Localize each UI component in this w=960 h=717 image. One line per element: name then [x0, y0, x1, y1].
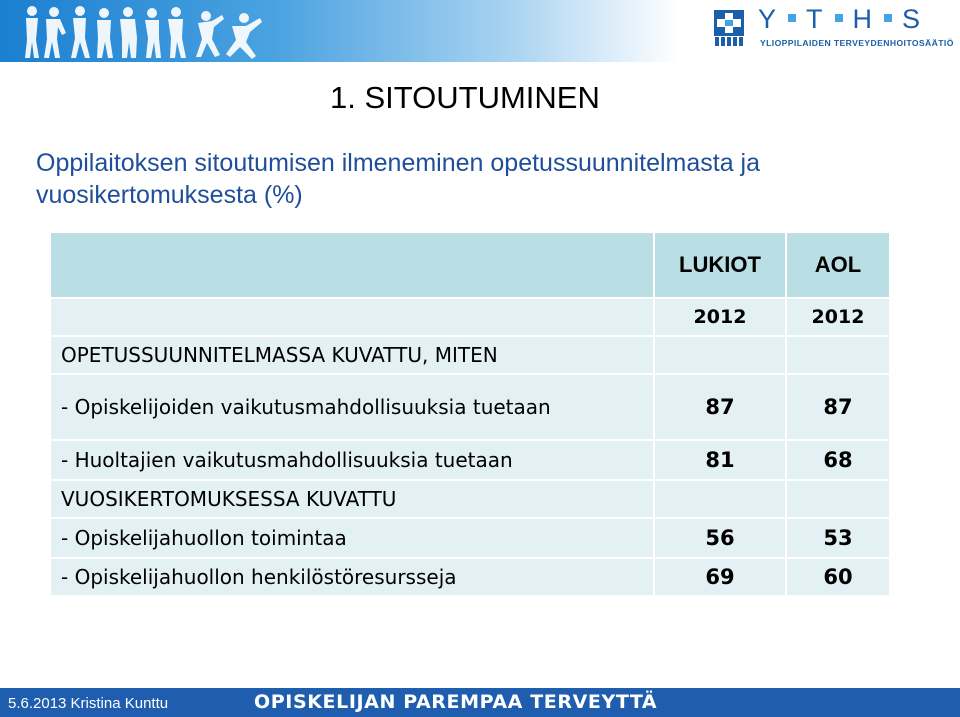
cell-lukiot: 69	[654, 558, 786, 596]
table-row	[50, 374, 890, 440]
cell-aol	[786, 336, 890, 374]
cell-lukiot: 56	[654, 518, 786, 558]
cell-aol: 87	[786, 374, 890, 440]
footer-bar	[0, 688, 960, 717]
cell-aol	[786, 480, 890, 518]
column-header-aol: AOL	[786, 232, 890, 298]
table-row	[50, 440, 890, 480]
logo-letter-s: S	[902, 4, 923, 34]
cell-aol: 60	[786, 558, 890, 596]
cell-lukiot	[654, 336, 786, 374]
table-row-section	[50, 336, 890, 374]
cell-aol: 53	[786, 518, 890, 558]
row-label: VUOSIKERTOMUKSESSA KUVATTU	[50, 480, 654, 518]
people-silhouettes-icon	[18, 4, 268, 60]
row-label	[50, 298, 654, 336]
slide-subtitle: Oppilaitoksen sitoutumisen ilmeneminen opetussuunnitelmasta ja vuosikertomuksesta (%)	[36, 149, 761, 209]
cell-aol: 2012	[786, 298, 890, 336]
row-label: - Opiskelijahuollon henkilöstöresursseja	[50, 558, 654, 596]
footer-slogan: OPISKELIJAN PAREMPAA TERVEYTTÄ	[254, 691, 658, 713]
logo-letter-t: T	[806, 4, 825, 34]
table-row-year	[50, 298, 890, 336]
row-label: - Opiskelijahuollon toimintaa	[50, 518, 654, 558]
cell-lukiot: 81	[654, 440, 786, 480]
logo-dot-icon	[788, 14, 796, 22]
footer-date-author: 5.6.2013 Kristina Kunttu	[8, 695, 169, 712]
cell-lukiot	[654, 480, 786, 518]
logo-dot-icon	[835, 14, 843, 22]
top-banner	[0, 0, 680, 62]
table-row	[50, 518, 890, 558]
logo-subtitle: YLIOPPILAIDEN TERVEYDENHOITOSÄÄTIÖ	[760, 38, 954, 48]
table-row	[50, 558, 890, 596]
row-label: - Huoltajien vaikutusmahdollisuuksia tuetaan	[50, 440, 654, 480]
cell-aol: 68	[786, 440, 890, 480]
table-row-section	[50, 480, 890, 518]
slide-title: 1. SITOUTUMINEN	[330, 80, 600, 115]
logo-letter-h: H	[852, 4, 875, 34]
logo-dot-icon	[884, 14, 892, 22]
row-label: OPETUSSUUNNITELMASSA KUVATTU, MITEN	[50, 336, 654, 374]
cell-lukiot: 2012	[654, 298, 786, 336]
header-empty-cell	[50, 232, 654, 298]
column-header-lukiot: LUKIOT	[654, 232, 786, 298]
table-header-row	[50, 232, 890, 298]
logo-letter-y: Y	[758, 4, 779, 34]
data-table	[49, 231, 891, 597]
cell-lukiot: 87	[654, 374, 786, 440]
row-label: - Opiskelijoiden vaikutusmahdollisuuksia tuetaan	[50, 374, 654, 440]
logo-letters	[758, 4, 922, 35]
